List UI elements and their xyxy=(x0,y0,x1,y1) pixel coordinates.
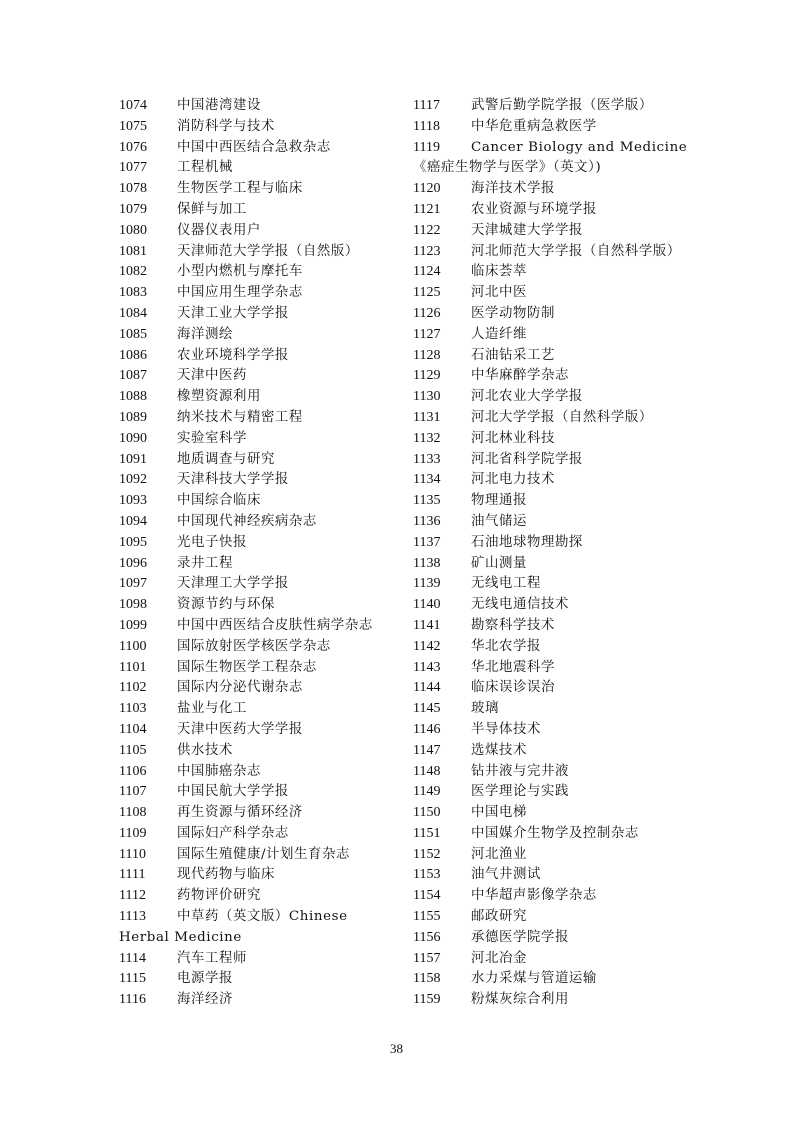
journal-entry xyxy=(119,512,401,533)
journal-entry xyxy=(119,117,401,138)
journal-number: 1145 xyxy=(413,701,441,717)
journal-title: 粉煤灰综合利用 xyxy=(471,992,569,1008)
journal-number: 1140 xyxy=(413,597,441,613)
journal-number: 1134 xyxy=(413,472,441,488)
journal-title: 邮政研究 xyxy=(471,909,527,925)
journal-number: 1129 xyxy=(413,368,441,384)
journal-entry xyxy=(119,491,401,512)
journal-entry xyxy=(119,969,401,990)
journal-entry xyxy=(413,969,695,990)
journal-number: 1087 xyxy=(119,368,147,384)
journal-number: 1089 xyxy=(119,409,147,425)
journal-title: 光电子快报 xyxy=(177,534,247,550)
journal-entry xyxy=(413,387,695,408)
journal-title: 国际生殖健康/计划生育杂志 xyxy=(177,846,350,862)
journal-entry xyxy=(119,886,401,907)
journal-title: 玻璃 xyxy=(471,701,499,717)
journal-title: 盐业与化工 xyxy=(177,701,247,717)
journal-title: 海洋经济 xyxy=(177,992,233,1008)
journal-entry xyxy=(119,533,401,554)
journal-number: 1081 xyxy=(119,243,147,259)
journal-entry xyxy=(413,720,695,741)
journal-number: 1114 xyxy=(119,950,146,966)
journal-number: 1101 xyxy=(119,659,147,675)
journal-number: 1076 xyxy=(119,139,147,155)
journal-entry xyxy=(119,387,401,408)
journal-entry xyxy=(119,366,401,387)
journal-number: 1135 xyxy=(413,493,441,509)
journal-number: 1119 xyxy=(413,139,440,155)
journal-entry xyxy=(119,408,401,429)
journal-number: 1141 xyxy=(413,617,441,633)
journal-title: 临床误诊误治 xyxy=(471,680,555,696)
journal-title: 农业资源与环境学报 xyxy=(471,201,597,217)
journal-entry xyxy=(413,325,695,346)
journal-title: 中国应用生理学杂志 xyxy=(177,285,303,301)
journal-number: 1086 xyxy=(119,347,147,363)
journal-title: 河北电力技术 xyxy=(471,472,555,488)
journal-entry xyxy=(119,824,401,845)
journal-entry xyxy=(413,283,695,304)
journal-number: 1155 xyxy=(413,909,441,925)
journal-entry xyxy=(119,990,401,1011)
journal-entry xyxy=(119,325,401,346)
journal-entry xyxy=(119,699,401,720)
journal-title: 承德医学院学报 xyxy=(471,929,569,945)
journal-entry xyxy=(119,96,401,117)
journal-number: 1099 xyxy=(119,617,147,633)
journal-title: 录井工程 xyxy=(177,555,233,571)
journal-entry xyxy=(413,949,695,970)
journal-title: 人造纤维 xyxy=(471,326,527,342)
journal-title: 临床荟萃 xyxy=(471,264,527,280)
journal-entry xyxy=(413,450,695,471)
journal-entry xyxy=(119,470,401,491)
journal-entry xyxy=(413,533,695,554)
journal-entry xyxy=(119,304,401,325)
journal-number: 1121 xyxy=(413,201,441,217)
journal-title: 中国电梯 xyxy=(471,805,527,821)
journal-entry xyxy=(413,637,695,658)
journal-title: 生物医学工程与临床 xyxy=(177,181,303,197)
journal-entry xyxy=(413,96,695,117)
journal-number: 1107 xyxy=(119,784,147,800)
journal-title: 供水技术 xyxy=(177,742,233,758)
journal-number: 1158 xyxy=(413,971,441,987)
journal-number: 1115 xyxy=(119,971,146,987)
journal-number: 1106 xyxy=(119,763,147,779)
journal-entry xyxy=(413,616,695,637)
journal-title: 天津科技大学学报 xyxy=(177,472,289,488)
journal-number: 1091 xyxy=(119,451,147,467)
journal-entry xyxy=(413,824,695,845)
journal-title: 中华危重病急救医学 xyxy=(471,118,597,134)
journal-entry xyxy=(413,179,695,200)
journal-number: 1139 xyxy=(413,576,441,592)
journal-title: 选煤技术 xyxy=(471,742,527,758)
journal-entry xyxy=(413,470,695,491)
journal-number: 1159 xyxy=(413,992,441,1008)
journal-title: 天津理工大学学报 xyxy=(177,576,289,592)
journal-title: 水力采煤与管道运输 xyxy=(471,971,597,987)
journal-entry xyxy=(413,928,695,949)
journal-number: 1143 xyxy=(413,659,441,675)
journal-title: 中国现代神经疾病杂志 xyxy=(177,513,317,529)
journal-number: 1120 xyxy=(413,181,441,197)
page-number: 38 xyxy=(390,1041,403,1056)
journal-number: 1126 xyxy=(413,305,441,321)
journal-entry xyxy=(119,262,401,283)
right-column xyxy=(413,96,695,1011)
journal-number: 1096 xyxy=(119,555,147,571)
journal-title: 天津工业大学学报 xyxy=(177,305,289,321)
left-column xyxy=(119,96,401,1011)
journal-title: 钻井液与完井液 xyxy=(471,763,569,779)
journal-number: 1090 xyxy=(119,430,147,446)
journal-title: 河北农业大学学报 xyxy=(471,389,583,405)
journal-entry xyxy=(413,845,695,866)
journal-title: 油气井测试 xyxy=(471,867,541,883)
journal-number: 1075 xyxy=(119,118,147,134)
journal-number: 1142 xyxy=(413,638,441,654)
journal-entry xyxy=(119,595,401,616)
journal-title: 仪器仪表用户 xyxy=(177,222,261,238)
journal-entry xyxy=(119,221,401,242)
journal-title: 河北林业科技 xyxy=(471,430,555,446)
journal-number: 1105 xyxy=(119,742,147,758)
journal-number: 1078 xyxy=(119,181,147,197)
journal-number: 1074 xyxy=(119,98,147,113)
journal-title: 国际内分泌代谢杂志 xyxy=(177,680,303,696)
journal-number: 1147 xyxy=(413,742,441,758)
journal-number: 1137 xyxy=(413,534,441,550)
journal-entry xyxy=(413,574,695,595)
journal-entry xyxy=(413,886,695,907)
journal-number: 1156 xyxy=(413,929,441,945)
journal-entry xyxy=(413,242,695,263)
journal-number: 1131 xyxy=(413,409,441,425)
journal-entry xyxy=(413,699,695,720)
journal-number: 1094 xyxy=(119,513,147,529)
journal-entry xyxy=(413,200,695,221)
journal-title: 天津城建大学学报 xyxy=(471,222,583,238)
journal-title: 河北省科学院学报 xyxy=(471,451,583,467)
journal-number: 1084 xyxy=(119,305,147,321)
journal-title: 再生资源与循环经济 xyxy=(177,805,303,821)
journal-title: 医学动物防制 xyxy=(471,305,555,321)
journal-title: 海洋技术学报 xyxy=(471,181,555,197)
journal-number: 1146 xyxy=(413,721,441,737)
journal-entry xyxy=(413,782,695,803)
journal-title: 物理通报 xyxy=(471,493,527,509)
journal-number: 1095 xyxy=(119,534,147,550)
journal-title: 国际生物医学工程杂志 xyxy=(177,659,317,675)
journal-entry xyxy=(119,429,401,450)
journal-number: 1152 xyxy=(413,846,441,862)
journal-title: 天津师范大学学报（自然版） xyxy=(177,243,359,259)
journal-number: 1098 xyxy=(119,597,147,613)
journal-title: 中华麻醉学杂志 xyxy=(471,368,569,384)
journal-entry xyxy=(119,450,401,471)
journal-title: 矿山测量 xyxy=(471,555,527,571)
journal-entry xyxy=(119,554,401,575)
journal-entry xyxy=(413,366,695,387)
journal-title: 中国肺癌杂志 xyxy=(177,763,261,779)
journal-title: 医学理论与实践 xyxy=(471,784,569,800)
journal-number: 1108 xyxy=(119,805,147,821)
journal-number: 1133 xyxy=(413,451,441,467)
journal-number: 1125 xyxy=(413,285,441,301)
journal-number: 1102 xyxy=(119,680,147,696)
journal-entry xyxy=(413,262,695,283)
journal-title: 油气储运 xyxy=(471,513,527,529)
journal-number: 1079 xyxy=(119,201,147,217)
journal-title: 保鲜与加工 xyxy=(177,201,247,217)
journal-title: 资源节约与环保 xyxy=(177,597,275,613)
journal-number: 1118 xyxy=(413,118,440,134)
journal-number: 1132 xyxy=(413,430,441,446)
journal-number: 1083 xyxy=(119,285,147,301)
journal-number: 1122 xyxy=(413,222,441,238)
journal-number: 1127 xyxy=(413,326,441,342)
journal-entry xyxy=(413,221,695,242)
journal-entry xyxy=(119,242,401,263)
journal-entry xyxy=(413,595,695,616)
journal-entry xyxy=(119,949,401,970)
journal-title: 无线电工程 xyxy=(471,576,541,592)
journal-title: 中国港湾建设 xyxy=(177,98,261,113)
journal-title: 勘察科学技术 xyxy=(471,617,555,633)
journal-number: 1148 xyxy=(413,763,441,779)
journal-title: 工程机械 xyxy=(177,160,233,176)
journal-number: 1136 xyxy=(413,513,441,529)
journal-number: 1113 xyxy=(119,909,146,925)
journal-entry xyxy=(119,179,401,200)
journal-number: 1103 xyxy=(119,701,147,717)
journal-title: 中国综合临床 xyxy=(177,493,261,509)
journal-title: 中国民航大学学报 xyxy=(177,784,289,800)
journal-title: 半导体技术 xyxy=(471,721,541,737)
journal-title: 河北师范大学学报（自然科学版） xyxy=(471,243,681,259)
journal-entry xyxy=(413,865,695,886)
journal-title: 中国媒介生物学及控制杂志 xyxy=(471,825,639,841)
journal-entry xyxy=(413,304,695,325)
journal-title: 河北中医 xyxy=(471,285,527,301)
journal-title: 地质调查与研究 xyxy=(177,451,275,467)
journal-entry xyxy=(119,782,401,803)
journal-entry xyxy=(413,138,695,180)
journal-number: 1100 xyxy=(119,638,147,654)
journal-title: 天津中医药大学学报 xyxy=(177,721,303,737)
journal-title: 河北大学学报（自然科学版） xyxy=(471,409,653,425)
journal-entry xyxy=(119,158,401,179)
journal-number: 1093 xyxy=(119,493,147,509)
journal-entry xyxy=(413,408,695,429)
journal-entry xyxy=(119,574,401,595)
journal-number: 1157 xyxy=(413,950,441,966)
journal-number: 1097 xyxy=(119,576,147,592)
journal-entry xyxy=(413,990,695,1011)
journal-entry xyxy=(119,720,401,741)
journal-number: 1154 xyxy=(413,888,441,904)
journal-entry xyxy=(413,554,695,575)
journal-number: 1104 xyxy=(119,721,147,737)
journal-title: 药物评价研究 xyxy=(177,888,261,904)
journal-number: 1116 xyxy=(119,992,146,1008)
journal-entry xyxy=(413,346,695,367)
journal-number: 1088 xyxy=(119,389,147,405)
journal-title: 中国中西医结合急救杂志 xyxy=(177,139,331,155)
journal-number: 1151 xyxy=(413,825,441,841)
journal-number: 1109 xyxy=(119,825,147,841)
journal-entry xyxy=(413,803,695,824)
journal-title: 河北渔业 xyxy=(471,846,527,862)
journal-number: 1111 xyxy=(119,867,146,883)
journal-title: 海洋测绘 xyxy=(177,326,233,342)
journal-number: 1149 xyxy=(413,784,441,800)
journal-entry xyxy=(119,803,401,824)
journal-number: 1128 xyxy=(413,347,441,363)
journal-number: 1153 xyxy=(413,867,441,883)
journal-entry xyxy=(119,762,401,783)
journal-entry xyxy=(413,907,695,928)
journal-number: 1085 xyxy=(119,326,147,342)
journal-title: 武警后勤学院学报（医学版） xyxy=(471,98,653,113)
journal-number: 1082 xyxy=(119,264,147,280)
journal-entry xyxy=(119,200,401,221)
journal-title: 华北农学报 xyxy=(471,638,541,654)
journal-entry xyxy=(413,429,695,450)
journal-entry xyxy=(413,117,695,138)
journal-number: 1150 xyxy=(413,805,441,821)
journal-title: 汽车工程师 xyxy=(177,950,247,966)
journal-number: 1144 xyxy=(413,680,441,696)
journal-entry xyxy=(119,138,401,159)
journal-title: 国际放射医学核医学杂志 xyxy=(177,638,331,654)
journal-title: 小型内燃机与摩托车 xyxy=(177,264,303,280)
journal-number: 1092 xyxy=(119,472,147,488)
journal-title: 国际妇产科学杂志 xyxy=(177,825,289,841)
journal-number: 1117 xyxy=(413,98,440,113)
journal-title: 实验室科学 xyxy=(177,430,247,446)
journal-entry xyxy=(119,637,401,658)
journal-entry xyxy=(119,741,401,762)
journal-entry xyxy=(413,762,695,783)
journal-entry xyxy=(119,346,401,367)
journal-title: 中华超声影像学杂志 xyxy=(471,888,597,904)
journal-entry xyxy=(119,616,401,637)
journal-entry xyxy=(119,283,401,304)
journal-entry xyxy=(119,678,401,699)
journal-title: 华北地震科学 xyxy=(471,659,555,675)
journal-title: 中国中西医结合皮肤性病学杂志 xyxy=(177,617,373,633)
journal-entry xyxy=(119,865,401,886)
journal-number: 1123 xyxy=(413,243,441,259)
journal-title: 石油地球物理勘探 xyxy=(471,534,583,550)
journal-title: 石油钻采工艺 xyxy=(471,347,555,363)
journal-entry xyxy=(119,845,401,866)
journal-title: 中草药（英文版）Chinese Herbal Medicine xyxy=(119,909,348,945)
journal-entry xyxy=(119,907,401,949)
journal-number: 1110 xyxy=(119,846,146,862)
journal-entry xyxy=(413,491,695,512)
journal-entry xyxy=(119,658,401,679)
journal-title: Cancer Biology and Medicine《癌症生物学与医学》（英文）) xyxy=(413,139,688,176)
journal-number: 1138 xyxy=(413,555,441,571)
journal-number: 1112 xyxy=(119,888,146,904)
journal-title: 纳米技术与精密工程 xyxy=(177,409,303,425)
journal-number: 1130 xyxy=(413,389,441,405)
journal-title: 河北冶金 xyxy=(471,950,527,966)
journal-title: 无线电通信技术 xyxy=(471,597,569,613)
journal-entry xyxy=(413,512,695,533)
journal-entry xyxy=(413,741,695,762)
journal-entry xyxy=(413,658,695,679)
journal-entry xyxy=(413,678,695,699)
journal-number: 1080 xyxy=(119,222,147,238)
journal-number: 1124 xyxy=(413,264,441,280)
journal-title: 橡塑资源利用 xyxy=(177,389,261,405)
journal-title: 现代药物与临床 xyxy=(177,867,275,883)
journal-title: 农业环境科学学报 xyxy=(177,347,289,363)
journal-title: 电源学报 xyxy=(177,971,233,987)
journal-title: 消防科学与技术 xyxy=(177,118,275,134)
journal-title: 天津中医药 xyxy=(177,368,247,384)
journal-number: 1077 xyxy=(119,160,147,176)
